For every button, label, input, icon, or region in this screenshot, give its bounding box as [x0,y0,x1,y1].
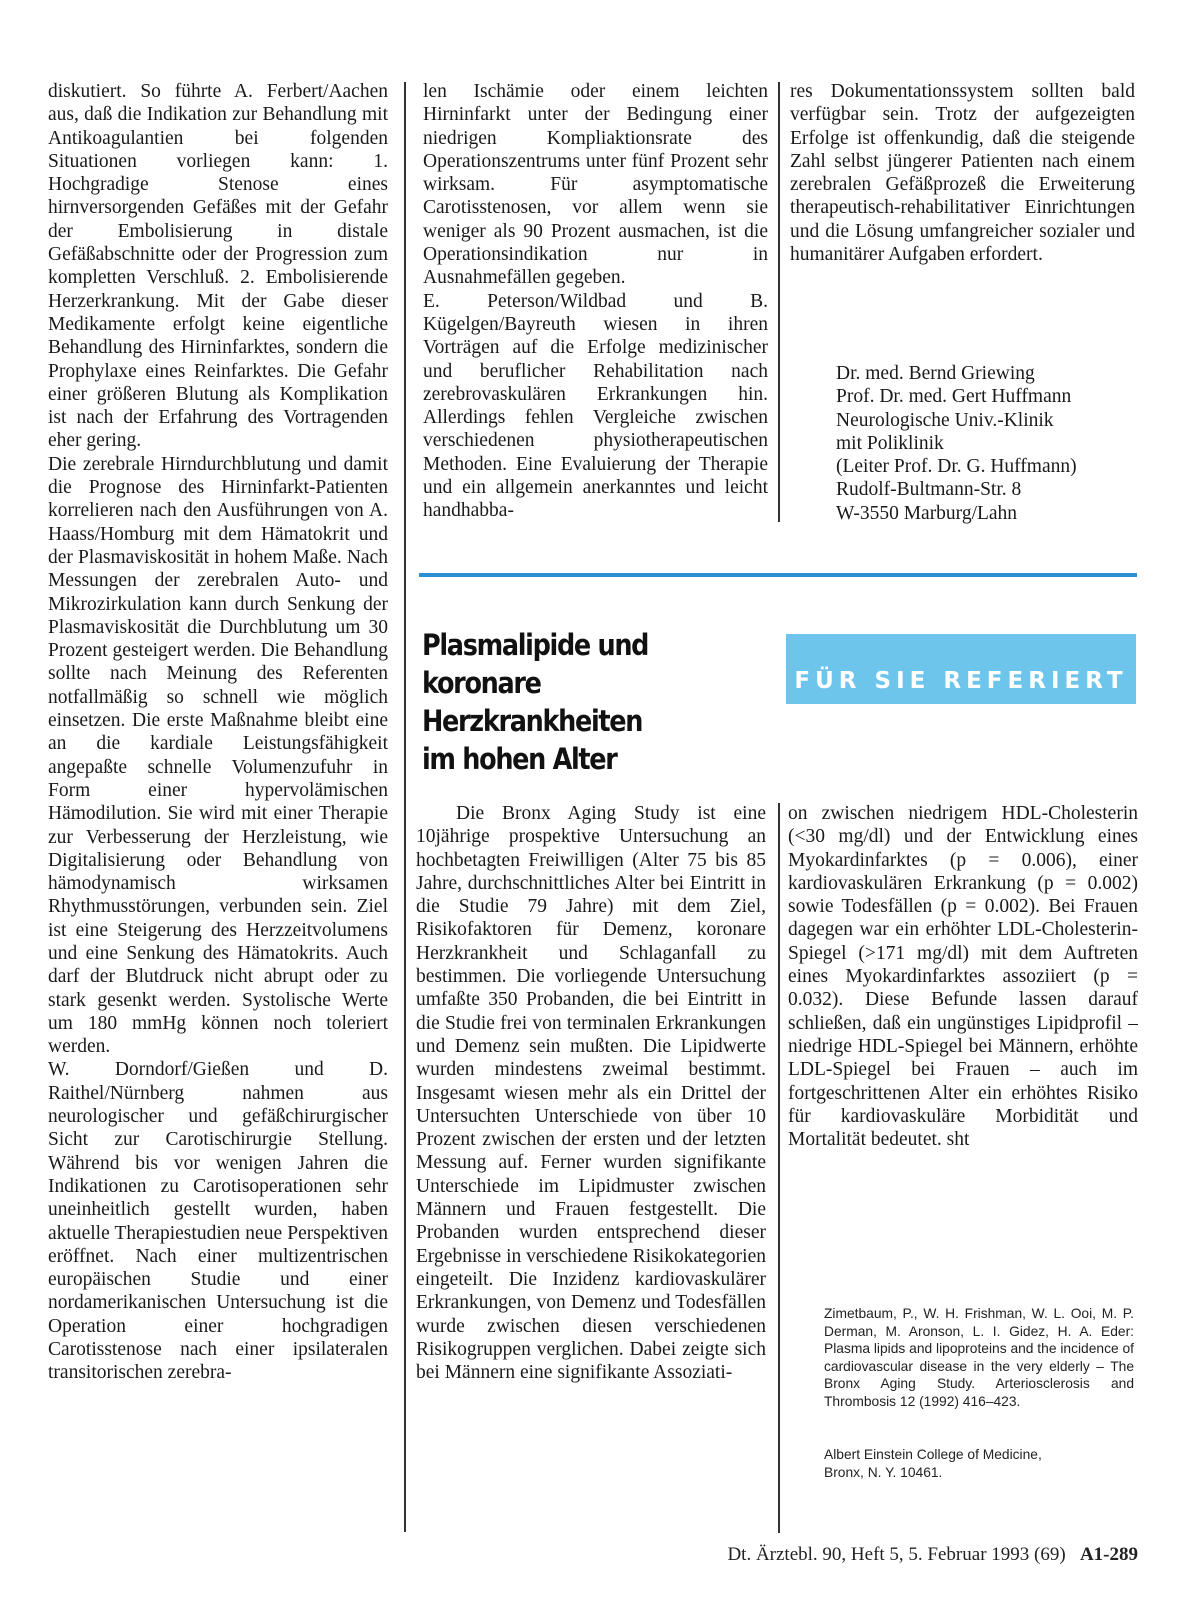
institution-line: Albert Einstein College of Medicine, [824,1447,1042,1462]
column-2-paragraph-1: len Ischämie oder einem leichten Hirninfarkt unter der Bedingung einer niedrigen Kompliaktionsrate des Operationszentrums unter fünf Prozent sehr wirksam. Für asymptomatische Carotisstenosen, vor allem wenn sie weniger als 90 Prozent ausmachen, ist die Operationsindikation nur in Ausnahmefällen gegeben. [423,81,768,289]
title-line: im hohen Alter [422,742,617,776]
column-1 [48,80,388,1385]
title-line: Herzkrankheiten [422,704,643,738]
column-5 [788,802,1138,1151]
author-line: (Leiter Prof. Dr. G. Huffmann) [836,456,1077,478]
column-4-paragraph-1: Die Bronx Aging Study ist eine 10jährige prospektive Untersuchung an hochbetagten Freiwilligen (Alter 75 bis 85 Jahre, durchschnittliches Alter bei Eintritt in die Studie 79 Jahre) mit dem Ziel, Risikofaktoren für Demenz, koronare Herzkrankheit und Schlaganfall zu bestimmen. Die vorliegende Untersuchung umfaßte 350 Probanden, die bei Eintritt in die Studie frei von terminalen Erkrankungen und Demenz sein mußten. Die Lipidwerte wurden mindestens zweimal bestimmt. Insgesamt wiesen mehr als ein Drittel der Untersuchten Unterschiede von über 10 Prozent zwischen der ersten und der letzten Messung auf. Ferner wurden signifikante Unterschiede im Lipidmuster zwischen Männern und Frauen festgestellt. Die Probanden wurden entsprechend dieser Ergebnisse in verschiedene Risikokategorien eingeteilt. Die Inzidenz kardiovaskulärer Erkrankungen, von Demenz und Todesfällen wurde zwischen diesen verschiedenen Risikogruppen verglichen. Dabei zeigte sich bei Männern eine signifikante Assoziati- [416,803,766,1384]
author-line: Prof. Dr. med. Gert Huffmann [836,386,1072,408]
column-4 [416,802,766,1384]
page-footer [640,1544,1138,1566]
column-3-paragraph-1: res Dokumentationssystem sollten bald verfügbar sein. Trotz der aufgezeigten Erfolge ist offenkundig, daß die steigende Zahl selbst jüngerer Patienten nach einem zerebralen Gefäßprozeß die Erweiterung therapeutisch-rehabilitativer Einrichtungen und die Lösung umfangreicher sozialer und humanitärer Aufgaben erfordert. [790,81,1135,266]
author-line: Neurologische Univ.-Klinik [836,409,1054,431]
column-5-paragraph-1: on zwischen niedrigem HDL-Cholesterin (<30 mg/dl) und der Entwicklung eines Myokardinfarktes (p = 0.006), einer kardiovaskulären Erkrankung (p = 0.002) sowie Todesfällen (p = 0.002). Bei Frauen dagegen war ein erhöhter LDL-Cholesterin-Spiegel (>171 mg/dl) mit dem Auftreten eines Myokardinfarktes assoziiert (p = 0.032). Diese Befunde lassen darauf schließen, daß ein ungünstiges Lipidprofil – niedrige HDL-Spiegel bei Männern, erhöhte LDL-Spiegel bei Frauen – auch im fortgeschrittenen Alter ein erhöhtes Risiko für kardiovaskuläre Morbidität und Mortalität bedeutet. sht [788,803,1138,1151]
author-line: Rudolf-Bultmann-Str. 8 [836,479,1022,501]
column-2-paragraph-2: E. Peterson/Wildbad und B. Kügelgen/Bayreuth wiesen in ihren Vorträgen auf die Erfolge medizinischer und beruflicher Rehabilitation nach zerebrovaskulären Erkrankungen hin. Allerdings fehlen Vergleiche zwischen verschiedenen physiotherapeutischen Methoden. Eine Evaluierung der Therapie und ein allgemein anerkanntes und leicht handhabba- [423,290,768,522]
article-title [422,626,726,778]
title-line: koronare [422,666,541,700]
column-divider-2 [778,82,780,522]
column-1-paragraph-3: W. Dorndorf/Gießen und D. Raithel/Nürnberg nahmen aus neurologischer und gefäßchirurgischer Sicht zur Carotischirurgie Stellung. Während bis vor wenigen Jahren die Indikationen zu Carotisoperationen sehr uneinheitlich gestellt wurden, haben aktuelle Therapiestudien neue Perspektiven eröffnet. Nach einer multizentrischen europäischen Studie und einer nordamerikanischen Untersuchung ist die Operation einer hochgradigen Carotisstenose nach einer ipsilateralen transitorischen zerebra- [48,1059,388,1384]
section-badge [786,634,1136,704]
reference-citation: Zimetbaum, P., W. H. Frishman, W. L. Ooi, M. P. Derman, M. Aronson, L. I. Gidez, H. A. Eder: Plasma lipids and lipoproteins and the incidence of cardiovascular disease in the very elderly – The Bronx Aging Study. Arteriosclerosis and Thrombosis 12 (1992) 416–423. [824,1306,1134,1409]
institution-line: Bronx, N. Y. 10461. [824,1464,943,1480]
footer-citation: Dt. Ärztebl. 90, Heft 5, 5. Februar 1993 (69) [727,1544,1066,1565]
title-line: Plasmalipide und [422,628,649,662]
author-line: W-3550 Marburg/Lahn [836,502,1018,524]
institution-block [824,1446,1134,1481]
author-line: Dr. med. Bernd Griewing [836,363,1035,384]
author-line: mit Poliklinik [836,432,944,454]
column-divider-3 [778,803,780,1533]
column-3 [790,80,1135,266]
column-divider-1 [404,82,406,1532]
column-1-paragraph-2: Die zerebrale Hirndurchblutung und damit die Prognose des Hirninfarkt-Patienten korrelieren nach den Ausführungen von A. Haass/Homburg mit dem Hämatokrit und der Plasmaviskosität in hohem Maße. Nach Messungen der zerebralen Auto- und Mikrozirkulation kann durch Senkung der Plasmaviskosität die Durchblutung um 30 Prozent gesteigert werden. Die Behandlung sollte nach Meinung des Referenten notfallmäßig so schnell wie möglich einsetzen. Die erste Maßnahme bleibt eine an die kardiale Leistungsfähigkeit angepaßte schnelle Volumenzufuhr in Form einer hypervolämischen Hämodilution. Sie wird mit einer Therapie zur Verbesserung der Herzleistung, wie Digitalisierung oder Behandlung von hämodynamisch wirksamen Rhythmusstörungen, verbunden sein. Ziel ist eine Steigerung des Herzzeitvolumens und eine Senkung des Hämatokrits. Auch darf der Blutdruck nicht abrupt oder zu stark gesenkt werden. Systolische Werte um 180 mmHg können noch toleriert werden. [48,453,388,1058]
page-number: A1-289 [1079,1544,1138,1565]
author-block [836,362,1077,525]
column-2 [423,80,768,523]
section-badge-label: FÜR SIE REFERIERT [794,668,1128,694]
section-divider [419,573,1137,577]
column-1-paragraph-1: diskutiert. So führte A. Ferbert/Aachen aus, daß die Indikation zur Behandlung mit Antikoagulantien bei folgenden Situationen vorliegen kann: 1. Hochgradige Stenose eines hirnversorgenden Gefäßes mit der Gefahr der Embolisierung in distale Gefäßabschnitte oder der Progression zum kompletten Verschluß. 2. Embolisierende Herzerkrankung. Mit der Gabe dieser Medikamente erfolgt keine eigentliche Behandlung des Hirninfarktes, sondern die Prophylaxe eines Reinfarktes. Die Gefahr einer größeren Blutung als Komplikation ist nach der Erfahrung des Vortragenden eher gering. [48,81,388,452]
